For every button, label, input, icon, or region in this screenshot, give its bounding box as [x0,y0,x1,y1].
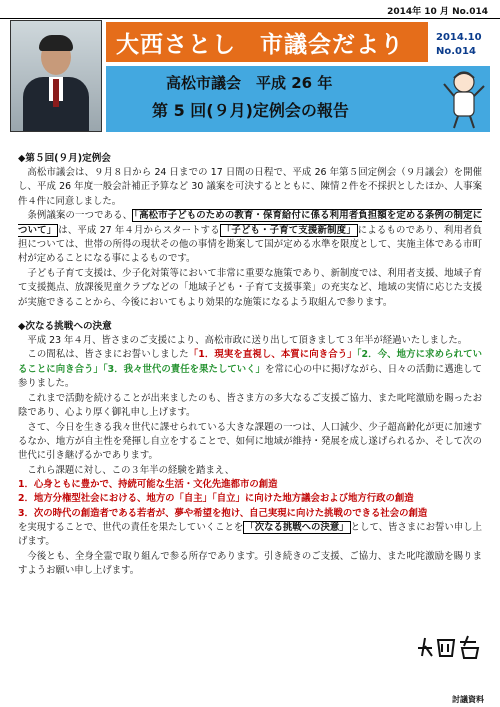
mascot-illustration-icon [442,68,486,130]
footer-label: 討議資料 [452,695,484,704]
support-system-title: 「子ども・子育て支援新制度」 [221,224,356,236]
resolve-paragraph-5: これら課題に対し、この３年半の経験を踏まえ、 [27,464,235,476]
section-heading-session: ◆第５回(９月)定例会 [18,153,111,164]
top-rule [0,18,500,19]
pledge-1-text: 「1．現実を直視し、本質に向き合う」 [188,349,357,361]
resolve-paragraph-2: この間私は、皆さまにお誓いしました「1．現実を直視し、本質に向き合う」「2．今、地方に求められていることに向き合う」「3．我々世代の責任を果たしていく」を常に心の中に掲げながら、日々の活動に邁進して参りました。 [18,349,482,390]
newsletter-title: 大西さとし 市議会だより [116,32,404,58]
ordinance-title: 「高松市子どものための教育・保育給付に係る利用者負担額を定める条例の制定について」 [18,210,482,236]
session-paragraph-1: 高松市議会は、９月８日から 24 日までの 17 日間の日程で、平成 26 年第５回定例会（９月議会）を開催し、平成 26 年度一般会計補正予算など 30 議案を可決するとともに、陳情２件を不採択としたほか、人事案件４件に同意しました。 [18,167,482,207]
session-paragraph-3: 子ども子育て支援は、少子化対策等において非常に重要な施策であり、新制度では、利用者支援、地域子育て支援拠点、放課後児童クラブなどの「地域子ども・子育て支援事業」の充実など、地域の実情に応じた支援が実施できることから、今後においてもより効果的な施策になるよう取組んで参ります。 [18,267,482,308]
masthead [10,20,490,134]
goal-item-3: 3．次の時代の創造者である若者が、夢や希望を抱け、自己実現に向けた挑戦のできる社会の創造 [18,507,428,519]
issue-label: 2014年 10 月 No.014 [387,7,488,17]
issue-date-box [432,22,490,62]
goal-item-2: 2．地方分権型社会における、地方の「自主」「自立」に向けた地方議会および地方行政の創造 [18,493,414,505]
resolve-paragraph-1: 平成 23 年４月、皆さまのご支援により、高松市政に送り出して頂きまして３年半が経過いたしました。 [27,335,468,347]
session-paragraph-2: 条例議案の一つである、 「高松市子どものための教育・保育給付に係る利用者負担額を定める条例の制定について」 は、平成 27 年４月からスタートする 「子ども・子育て支援新制度」 によるものであり、利用者負担については、世帯の所得の現状その他の事情を勘案して国が定める水準を限度として、実施主体である市町村が定めることになる事によるものです。 [18,210,482,265]
subtitle-report: 第 5 回(９月)定例会の報告 [152,101,349,120]
handwritten-signature [414,632,484,660]
resolve-paragraph-3: これまで活動を続けることが出来ましたのも、皆さま方の多大なるご支援ご協力、また叱咤激励を賜ったお陰であり、心より厚く御礼申し上げます。 [18,392,482,419]
issue-number: No.014 [436,46,476,57]
subtitle-council: 高松市議会 平成 26 年 [166,74,333,92]
resolve-paragraph-7: 今後とも、全身全霊で取り組んで参る所存であります。引き続きのご支援、ご協力、また叱咤激励を賜りますようお願い申し上げます。 [18,550,482,576]
pledge-2-3-text: 「2．今、地方に求められていることに向き合う」「3．我々世代の責任を果たしていく」 [18,349,482,375]
resolve-paragraph-4: さて、今日を生きる我々世代に課せられている大きな課題の一つは、人口減少、少子超高齢化が更に加速するなか、地方が自主性を発揮し自立をすることで、如何に地域が維持・発展を成し遂げられるか、そして次の世代に引き継げるかであります。 [18,421,482,462]
title-banner [106,22,428,62]
issue-date: 2014.10 [436,32,482,43]
main-content [18,152,482,694]
resolve-title-box: 「次なる挑戦への決意」 [245,521,349,533]
resolve-paragraph-6: を実現することで、世代の責任を果たしていくことを 「次なる挑戦への決意」 として、皆さまにお誓い申し上げます。 [18,521,482,548]
subtitle-banner [106,66,490,132]
author-photo [10,20,102,132]
section-heading-resolve: ◆次なる挑戦への決意 [18,321,112,333]
goal-item-1: 1．心身ともに豊かで、持続可能な生活・文化先進都市の創造 [18,479,278,491]
top-issue-line [0,4,500,18]
